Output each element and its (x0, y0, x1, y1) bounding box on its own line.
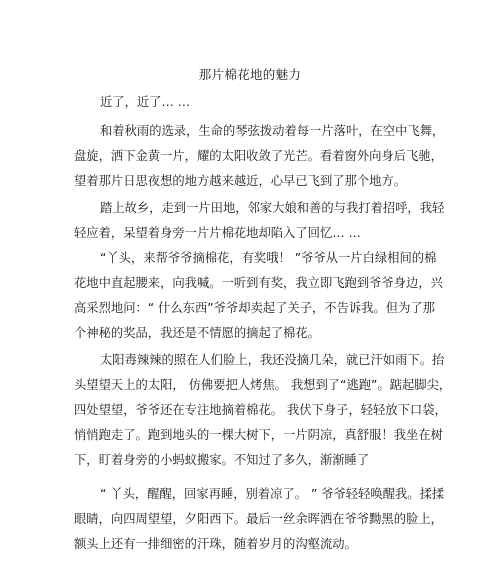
paragraph-line: 额头上还有一排细密的汗珠，随着岁月的沟壑流动。 (74, 537, 357, 551)
paragraph-line: 踏上故乡，走到一片田地，邻家大娘和善的与我打着招呼，我轻 (100, 201, 445, 215)
paragraph-line: “ 丫头，醒醒，回家再睡，别着凉了。 ” 爷爷轻轻唤醒我。揉揉 (100, 487, 445, 501)
paragraph-2 (74, 119, 445, 194)
paragraph-1 (74, 90, 434, 115)
paragraph-line: 盘旋，洒下金黄一片，耀的太阳收敛了光芒。看着窗外向身后飞驰， (74, 149, 443, 163)
paragraph-line: “丫头，来帮爷爷摘棉花，有奖哦！ ”爷爷从一片白绿相间的棉 (100, 251, 437, 265)
paragraph-5 (74, 348, 452, 473)
paragraph-6 (74, 482, 445, 557)
paragraph-line: 悄悄跑走了。跑到地头的一棵大树下，一片阴凉，真舒服！我坐在树 (74, 428, 443, 442)
paragraph-line: 近了，近了… … (100, 95, 190, 109)
paragraph-4 (74, 246, 443, 346)
paragraph-line: 眼睛，向四周望望，夕阳西下。最后一丝余晖洒在爷爷黝黑的脸上， (74, 512, 443, 526)
paragraph-line: 太阳毒辣辣的照在人们脸上，我还没摘几朵，就已汗如雨下。抬 (100, 353, 445, 367)
document-title: 那片棉花地的魅力 (198, 67, 302, 82)
paragraph-line: 望着那片日思夜想的地方越来越近，心早已飞到了那个地方。 (74, 174, 407, 188)
paragraph-line: 和着秋雨的选录，生命的琴弦拨动着每一片落叶，在空中飞舞， (100, 124, 445, 138)
paragraph-line: 四处望望，爷爷还在专注地摘着棉花。 我伏下身子，轻轻放下口袋， (74, 403, 447, 417)
paragraph-line: 高采烈地问：“ 什么东西”爷爷却卖起了关子，不告诉我。但为了那 (74, 301, 435, 315)
paragraph-line: 个神秘的奖品，我还是不情愿的摘起了棉花。 (74, 326, 320, 340)
paragraph-3 (74, 196, 445, 246)
paragraph-line: 花地中直起腰来，向我喊。一听到有奖，我立即飞跑到爷爷身边，兴 (74, 276, 443, 290)
paragraph-line: 轻应着，呆望着身旁一片片棉花地却陷入了回忆… … (74, 226, 361, 240)
paragraph-line: 头望望天上的太阳， 仿佛要把人烤焦。 我想到了“逃跑”。踮起脚尖， (74, 378, 452, 392)
paragraph-line: 下，盯着身旁的小蚂蚁搬家。不知过了多久，渐渐睡了 (74, 453, 370, 467)
